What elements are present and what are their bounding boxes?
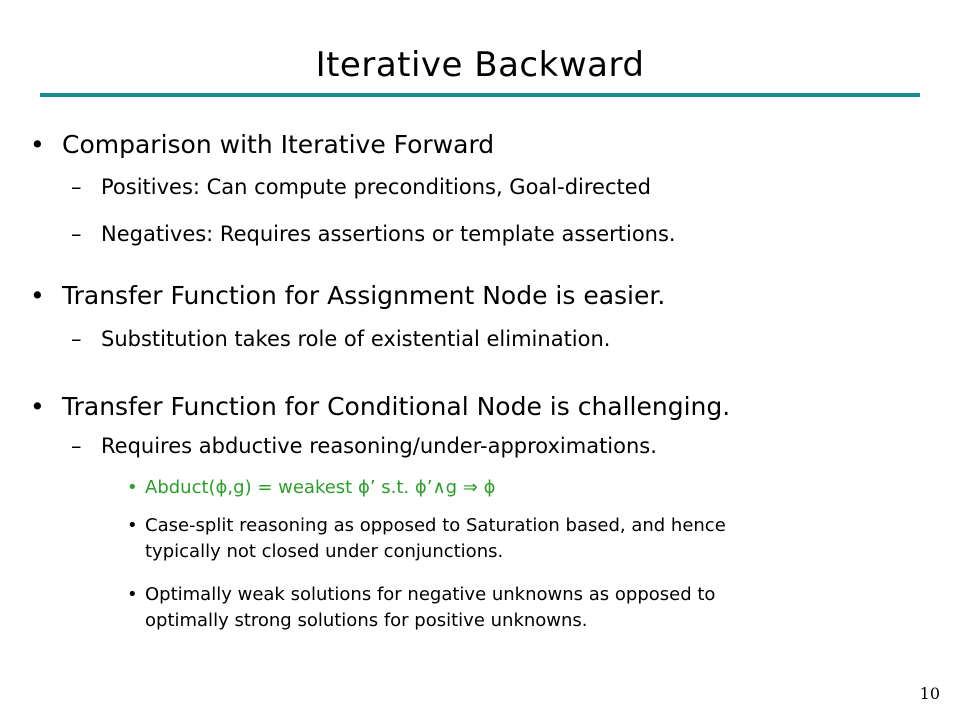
sub-bullet-text: Positives: Can compute preconditions, Goal-directed	[101, 175, 651, 199]
sub-bullet-text: Negatives: Requires assertions or template assertions.	[101, 222, 676, 246]
bullet-text: Comparison with Iterative Forward	[62, 130, 495, 159]
sub-sub-bullet-text: typically not closed under conjunctions.	[145, 541, 504, 562]
slide-title: Iterative Backward	[315, 45, 645, 85]
dash-marker: –	[71, 222, 82, 246]
dash-marker: –	[71, 434, 82, 458]
sub-sub-bullet-text: optimally strong solutions for positive unknowns.	[145, 610, 588, 631]
sub-bullet-text: Substitution takes role of existential elimination.	[101, 327, 611, 351]
bullet-marker: •	[127, 515, 138, 536]
bullet-marker: •	[30, 130, 45, 159]
title-underline	[40, 93, 920, 97]
bullet-marker: •	[30, 392, 45, 421]
bullet-marker: •	[127, 477, 138, 498]
dash-marker: –	[71, 175, 82, 199]
bullet-text: Transfer Function for Conditional Node is challenging.	[62, 392, 731, 421]
bullet-marker: •	[127, 584, 138, 605]
page-number: 10	[919, 684, 940, 703]
dash-marker: –	[71, 327, 82, 351]
sub-bullet-text: Requires abductive reasoning/under-approximations.	[101, 434, 657, 458]
sub-sub-bullet-text: Optimally weak solutions for negative unknowns as opposed to	[145, 584, 716, 605]
sub-sub-bullet-text: Case-split reasoning as opposed to Saturation based, and hence	[145, 515, 726, 536]
abduct-definition-text: Abduct(ϕ,g) = weakest ϕ’ s.t. ϕ’∧g ⇒ ϕ	[145, 477, 496, 498]
bullet-marker: •	[30, 281, 45, 310]
bullet-text: Transfer Function for Assignment Node is easier.	[62, 281, 666, 310]
